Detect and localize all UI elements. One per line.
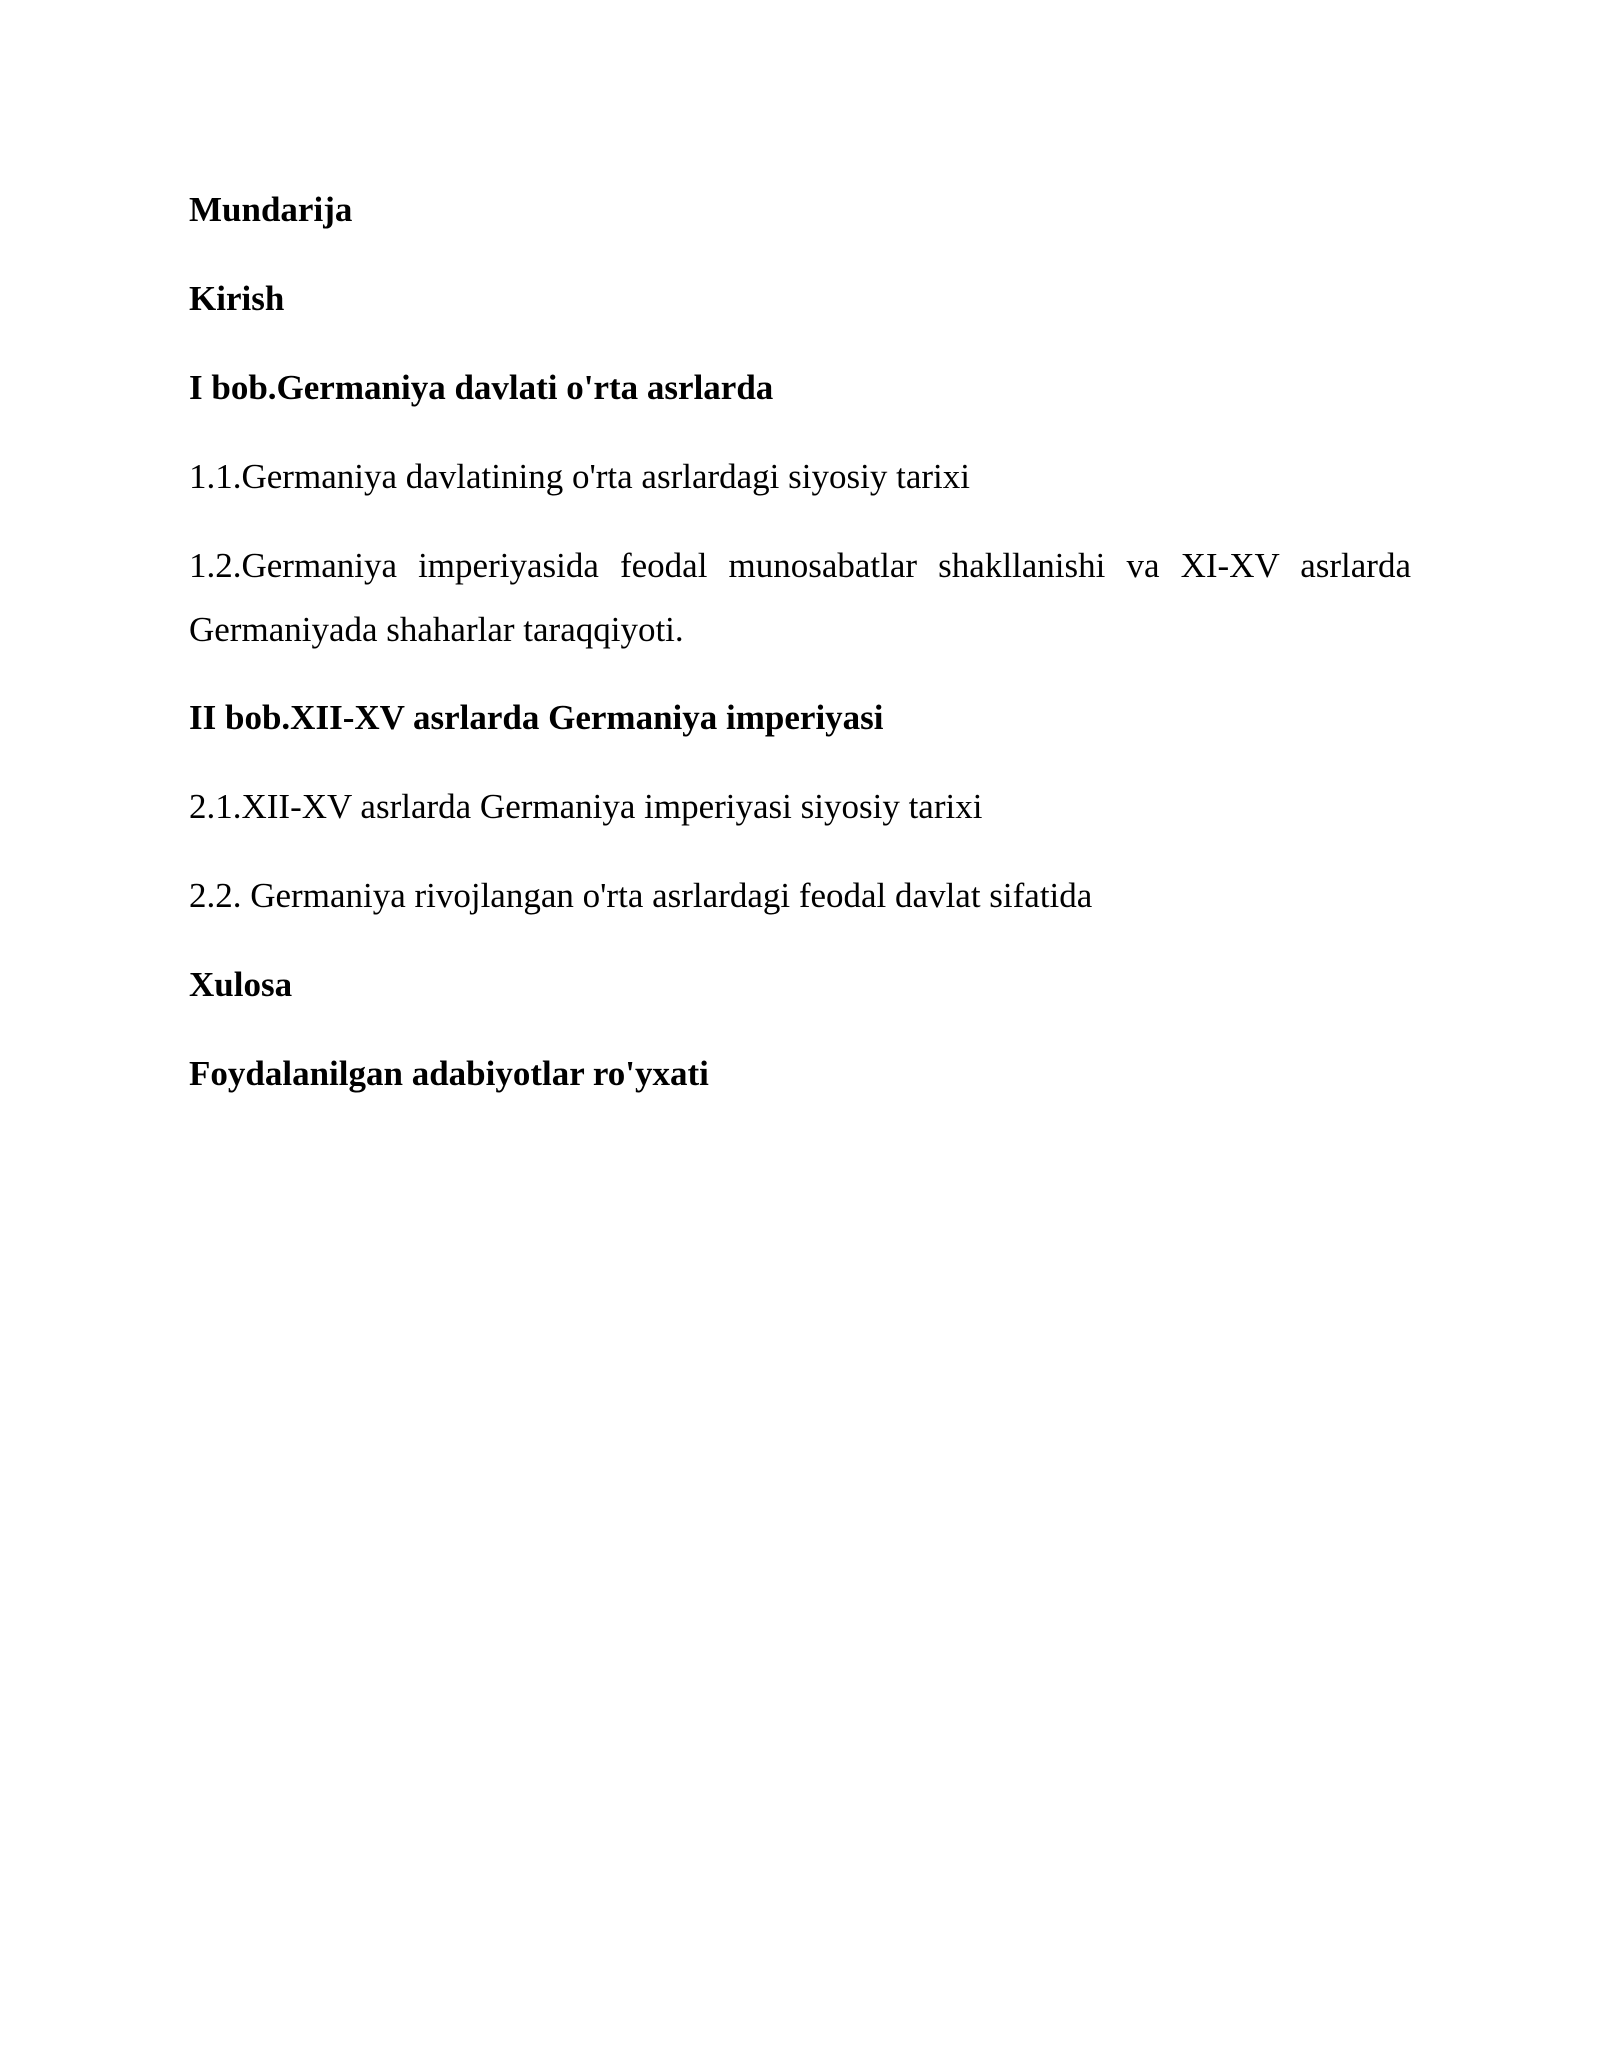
toc-entry-section-2-2: 2.2. Germaniya rivojlangan o'rta asrlardagi feodal davlat sifatida	[189, 876, 1093, 915]
toc-entry-section-1-1: 1.1.Germaniya davlatining o'rta asrlardagi siyosiy tarixi	[189, 457, 970, 496]
toc-entry-introduction: Kirish	[189, 279, 285, 318]
toc-entry-conclusion: Xulosa	[189, 965, 293, 1004]
toc-entry-section-2-1: 2.1.XII-XV asrlarda Germaniya imperiyasi siyosiy tarixi	[189, 787, 983, 826]
toc-entry-chapter-2: II bob.XII-XV asrlarda Germaniya imperiyasi	[189, 698, 884, 737]
toc-entry-references: Foydalanilgan adabiyotlar ro'yxati	[189, 1054, 709, 1093]
toc-entry-section-1-2: 1.2.Germaniya imperiyasida feodal munosabatlar shakllanishi va XI-XV asrlarda Germaniyada shaharlar taraqqiyoti.	[189, 546, 1411, 649]
toc-title: Mundarija	[189, 190, 353, 229]
toc-entry-chapter-1: I bob.Germaniya davlati o'rta asrlarda	[189, 368, 774, 407]
